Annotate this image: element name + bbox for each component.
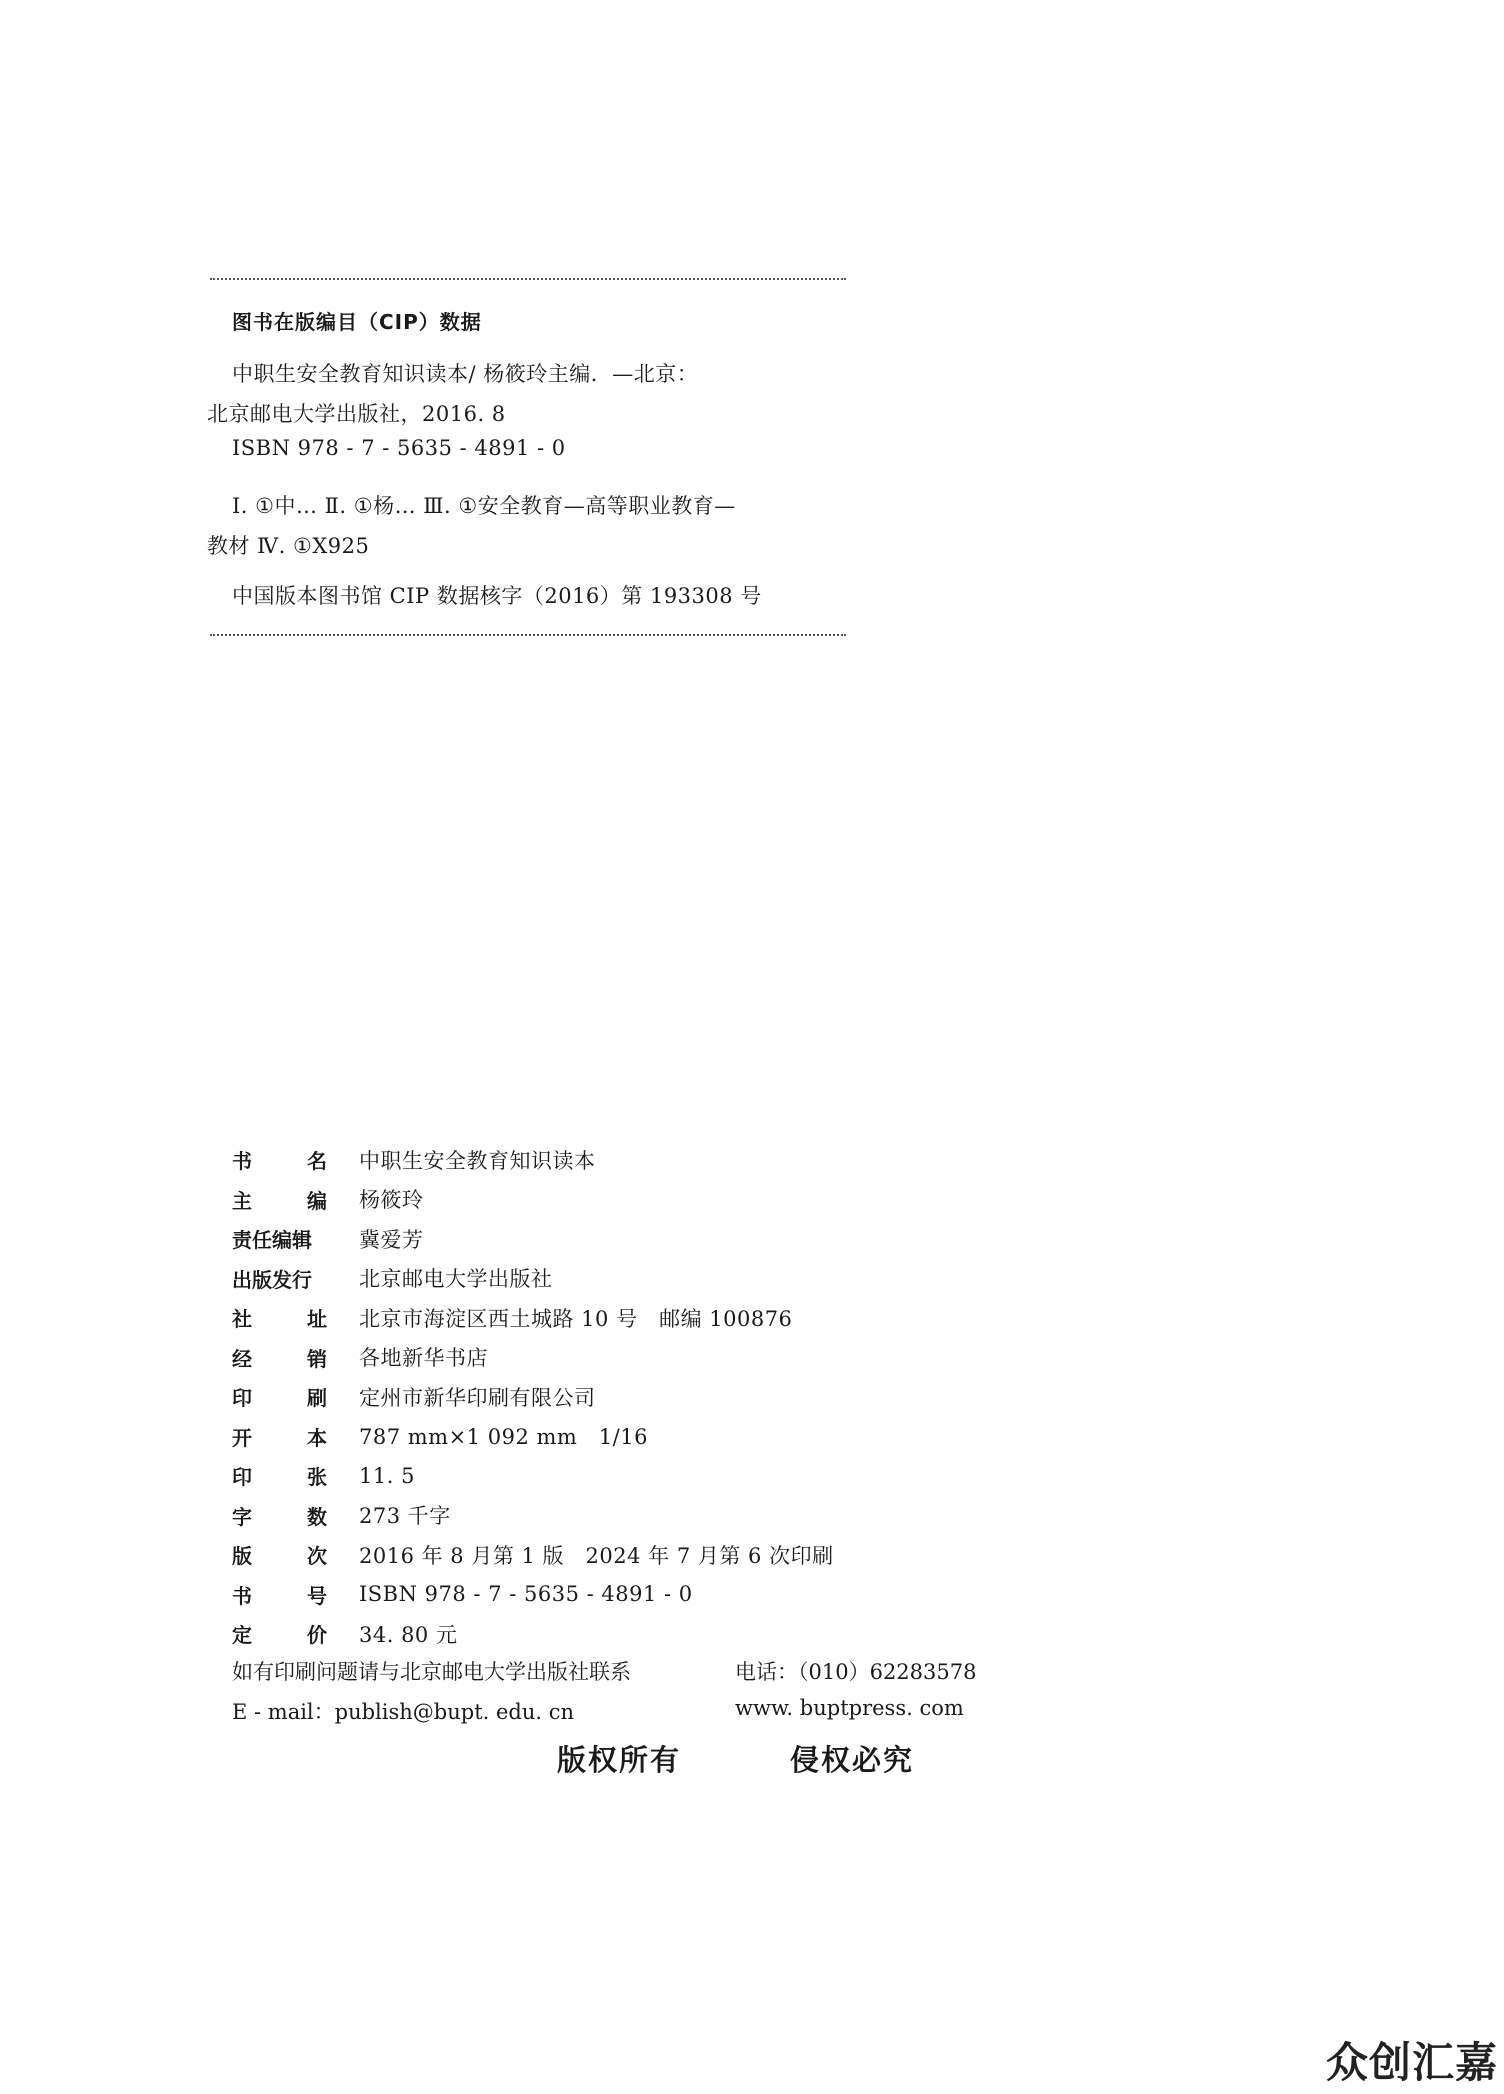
meta-row	[232, 1219, 834, 1259]
meta-label-part: 社	[232, 1307, 252, 1332]
contact-notice: 如有印刷问题请与北京邮电大学出版社联系	[232, 1660, 631, 1684]
cip-line-isbn: ISBN 978 - 7 - 5635 - 4891 - 0	[232, 436, 566, 460]
meta-label-part: 销	[307, 1346, 327, 1371]
meta-label-part: 址	[307, 1307, 327, 1332]
meta-label-part: 次	[307, 1544, 327, 1569]
meta-label-part: 本	[307, 1425, 327, 1450]
meta-label-part: 号	[307, 1583, 327, 1608]
meta-label	[232, 1145, 327, 1174]
meta-value: 北京市海淀区西土城路 10 号 邮编 100876	[359, 1306, 793, 1331]
meta-row	[232, 1575, 834, 1615]
meta-value: ISBN 978 - 7 - 5635 - 4891 - 0	[359, 1582, 693, 1607]
meta-value: 各地新华书店	[359, 1346, 488, 1371]
cip-top-divider	[210, 278, 846, 280]
meta-row	[232, 1535, 834, 1575]
meta-label-part: 名	[307, 1149, 327, 1174]
cip-line-subjects: Ⅰ. ①中… Ⅱ. ①杨… Ⅲ. ①安全教育—高等职业教育—	[232, 494, 736, 518]
meta-value: 中职生安全教育知识读本	[359, 1148, 596, 1173]
meta-label-part: 书	[232, 1583, 252, 1608]
meta-label	[232, 1303, 327, 1332]
meta-label	[232, 1540, 327, 1569]
meta-label-part: 书	[232, 1149, 252, 1174]
meta-label-part: 开	[232, 1425, 252, 1450]
meta-value: 北京邮电大学出版社	[359, 1267, 553, 1292]
book-meta-table	[232, 1140, 834, 1654]
cip-heading: 图书在版编目（CIP）数据	[232, 310, 482, 334]
meta-label	[232, 1264, 327, 1293]
meta-label-part: 定	[232, 1623, 252, 1648]
meta-value: 787 mm×1 092 mm 1/16	[359, 1425, 648, 1450]
meta-value: 定州市新华印刷有限公司	[359, 1385, 596, 1410]
cip-line-title: 中职生安全教育知识读本/ 杨筱玲主编．—北京：	[232, 362, 699, 386]
meta-label-part: 编	[307, 1188, 327, 1213]
meta-label-part: 印	[232, 1386, 252, 1411]
meta-label-part: 张	[307, 1465, 327, 1490]
infringement-notice: 侵权必究	[790, 1743, 915, 1777]
meta-row	[232, 1338, 834, 1378]
meta-row	[232, 1496, 834, 1536]
copyright-notice: 版权所有	[557, 1743, 682, 1777]
meta-value: 2016 年 8 月第 1 版 2024 年 7 月第 6 次印刷	[359, 1543, 834, 1568]
meta-label	[232, 1382, 327, 1411]
meta-value: 冀爱芳	[359, 1227, 424, 1252]
meta-label-part: 经	[232, 1346, 252, 1371]
contact-phone: 电话：（010）62283578	[735, 1660, 977, 1684]
meta-label-part: 刷	[307, 1386, 327, 1411]
meta-label	[232, 1185, 327, 1214]
meta-label	[232, 1580, 327, 1609]
meta-label	[232, 1343, 327, 1372]
meta-row	[232, 1180, 834, 1220]
meta-value: 273 千字	[359, 1504, 451, 1529]
contact-website: www. buptpress. com	[735, 1696, 964, 1720]
meta-row	[232, 1298, 834, 1338]
meta-value: 11. 5	[359, 1463, 415, 1488]
meta-label-part: 字	[232, 1504, 252, 1529]
cip-line-record-number: 中国版本图书馆 CIP 数据核字（2016）第 193308 号	[232, 584, 762, 608]
meta-label	[232, 1619, 327, 1648]
meta-label-part: 印	[232, 1465, 252, 1490]
meta-label	[232, 1422, 327, 1451]
watermark-logo: 众创汇嘉	[1325, 2038, 1498, 2087]
cip-bottom-divider	[210, 634, 846, 636]
meta-label	[232, 1461, 327, 1490]
meta-value: 34. 80 元	[359, 1622, 458, 1647]
meta-label-part: 出版发行	[232, 1267, 312, 1292]
meta-row	[232, 1377, 834, 1417]
meta-row	[232, 1456, 834, 1496]
meta-row	[232, 1259, 834, 1299]
meta-row	[232, 1417, 834, 1457]
meta-value: 杨筱玲	[359, 1188, 424, 1213]
meta-label-part: 价	[307, 1623, 327, 1648]
cip-line-classification: 教材 Ⅳ. ①X925	[207, 534, 370, 558]
meta-label-part: 数	[307, 1504, 327, 1529]
meta-row	[232, 1140, 834, 1180]
cip-line-publisher: 北京邮电大学出版社，2016. 8	[207, 402, 506, 426]
contact-email: E - mail：publish@bupt. edu. cn	[232, 1700, 575, 1724]
meta-label-part: 版	[232, 1544, 252, 1569]
meta-label	[232, 1224, 327, 1253]
meta-label-part: 主	[232, 1188, 252, 1213]
meta-label-part: 责任编辑	[232, 1228, 312, 1253]
meta-label	[232, 1501, 327, 1530]
meta-row	[232, 1614, 834, 1654]
